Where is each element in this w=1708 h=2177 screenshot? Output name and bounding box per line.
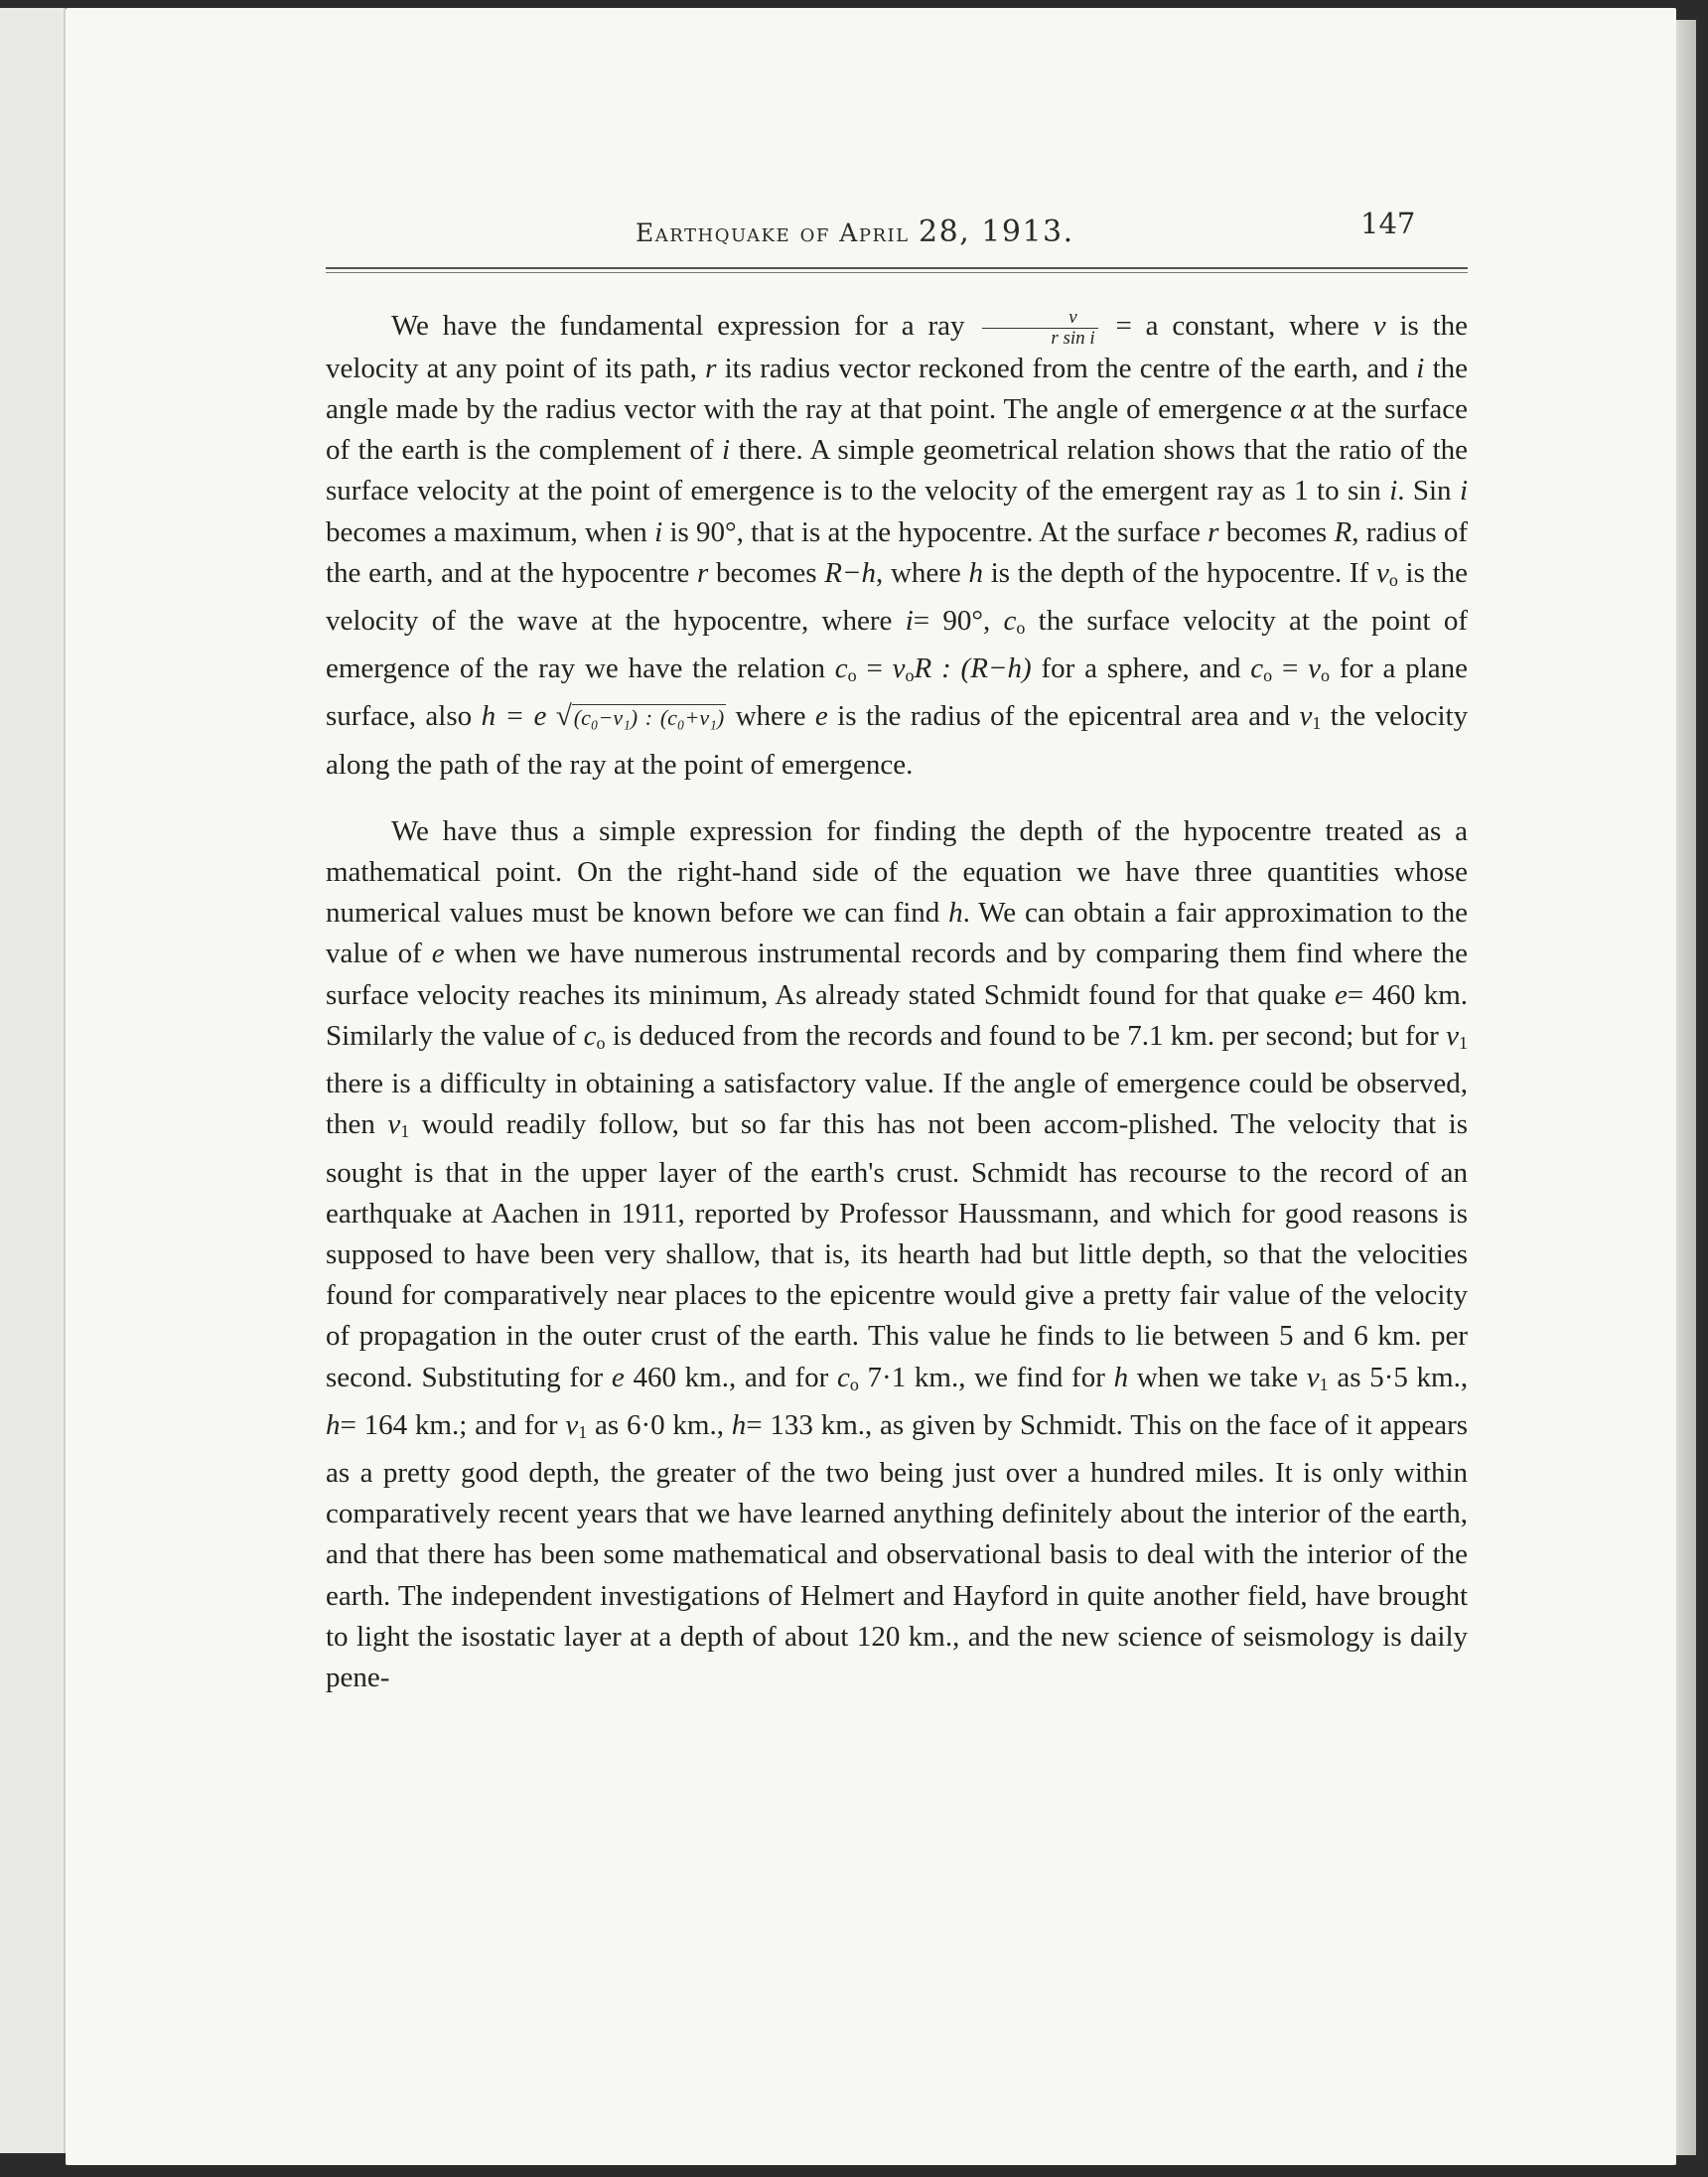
math-var: i <box>654 515 663 548</box>
math-var: r <box>705 352 717 384</box>
subscript: 1 <box>1459 1032 1469 1053</box>
text-run: 7·1 km., we find for <box>867 1361 1105 1393</box>
text-run: , radius of the earth, and at the hypocentre <box>326 515 1469 589</box>
subscript: o <box>1016 618 1026 639</box>
math-var: c <box>583 1019 597 1052</box>
math-var: h <box>1113 1361 1129 1393</box>
ray-fraction <box>982 308 1097 349</box>
text-run: the velocity along the path of the ray at the point of emergence. <box>326 700 1469 781</box>
text-run: is 90°, that is at the hypocentre. At the surface <box>669 515 1201 548</box>
text-run: when we have numerous instrumental records and by comparing them find where the surface velocity reaches its minimum, As already stated Schmidt found for that quake <box>326 938 1469 1011</box>
subscript: o <box>847 665 857 686</box>
math-var: i <box>1459 475 1468 508</box>
math-var: i <box>1389 475 1398 508</box>
text-run: 460 km., and for <box>633 1361 829 1393</box>
text-run: the surface velocity at the point of emergence of the ray we have the relation <box>326 605 1469 685</box>
text-run: as 5·5 km., <box>1337 1361 1469 1393</box>
text-run: . We can obtain a fair approximation to the value of <box>326 897 1468 970</box>
text-run: at the surface of the earth is the complement of <box>326 393 1469 467</box>
text-run: is deduced from the records and found to be 7.1 km. per second; but for <box>612 1019 1439 1052</box>
math-expression: R : (R−h) <box>914 653 1032 685</box>
page-number: 147 <box>1360 207 1416 240</box>
text-run: where <box>735 700 806 733</box>
text-run: = 90°, <box>913 605 991 638</box>
math-var: e <box>431 938 445 970</box>
math-var: v <box>1375 556 1389 589</box>
text-run: its radius vector reckoned from the centre of the earth, and <box>724 352 1409 384</box>
math-var: i <box>722 434 731 467</box>
math-var: h <box>731 1408 747 1441</box>
math-var: v <box>1308 653 1322 685</box>
facing-page-edge <box>0 8 66 2153</box>
math-var: c <box>1003 605 1017 638</box>
math-expression: h = e <box>481 700 547 733</box>
math-operator: = <box>856 653 893 685</box>
math-var: e <box>814 700 828 733</box>
math-var: h <box>948 897 963 930</box>
text-run: there. A simple geometrical relation shows that the ratio of the surface velocity at the point of emergence is to the velocity of the emergent ray as 1 to sin <box>326 434 1469 508</box>
subscript: 1 <box>1319 1374 1329 1394</box>
math-var: v <box>565 1408 579 1441</box>
subscript: o <box>596 1032 606 1053</box>
math-var: v <box>1372 310 1386 342</box>
text-run: as 6·0 km., <box>595 1408 724 1441</box>
math-var: r <box>1208 515 1219 548</box>
subscript: o <box>1321 665 1331 686</box>
math-var: v <box>1306 1361 1320 1393</box>
subscript: o <box>905 665 915 686</box>
math-var: c <box>1250 653 1264 685</box>
text-run: is the velocity of the wave at the hypocentre, where <box>326 556 1469 638</box>
math-var: α <box>1290 393 1306 426</box>
math-var: i <box>1416 352 1425 384</box>
math-var: v <box>1446 1019 1460 1052</box>
text-run: becomes <box>1225 515 1328 548</box>
text-run: We have the fundamental expression for a ray <box>391 310 965 342</box>
running-title-text: Earthquake of April <box>636 218 910 247</box>
text-run: is the radius of the epicentral area and <box>837 700 1290 733</box>
sqrt-sign: √ <box>555 700 572 733</box>
running-title-date: 28, 1913. <box>919 215 1074 249</box>
text-run: is the depth of the hypocentre. If <box>990 556 1369 589</box>
text-run: = 460 km. Similarly the value of <box>326 978 1468 1052</box>
text-run: = a constant, where <box>1115 310 1359 342</box>
paragraph-2 <box>326 811 1468 1698</box>
subscript: o <box>849 1374 859 1394</box>
text-run: becomes a maximum, when <box>326 515 647 548</box>
math-var: i <box>905 605 914 638</box>
text-run: when we take <box>1136 1361 1299 1393</box>
math-var: v <box>1299 700 1313 733</box>
sqrt-radicand: (c₀−v₁) : (c₀+v₁) <box>573 705 725 731</box>
subscript: 1 <box>578 1421 588 1442</box>
math-var: r <box>697 556 709 589</box>
book-page <box>66 8 1676 2165</box>
math-var: c <box>836 1361 850 1393</box>
text-run: = 164 km.; and for <box>340 1408 558 1441</box>
text-run: is the velocity at any point of its path, <box>326 310 1469 384</box>
text-run: for a plane surface, also <box>326 653 1469 733</box>
text-run: would readily follow, but so far this has not been accom-plished. The velocity that is sought is that in the upper layer of the earth's crust. Schmidt has recourse to the record of an earthquake at Aachen in 1911, reported by Professor Haussmann, and which for good reasons is supposed to have been very shallow, that is, its hearth had but little depth, so that the velocities found for comparatively near places to the epicentre would give a pretty fair value of the velocity of propagation in the outer crust of the earth. This value he finds to lie between 5 and 6 km. per second. Substituting for <box>326 1108 1469 1393</box>
subscript: o <box>1388 569 1398 590</box>
subscript: 1 <box>400 1121 410 1142</box>
running-title <box>636 215 1074 249</box>
fraction-numerator: v <box>982 308 1097 329</box>
text-run: for a sphere, and <box>1041 653 1241 685</box>
math-var: v <box>387 1108 401 1141</box>
math-expression: R−h <box>824 556 876 589</box>
subscript: o <box>1263 665 1273 686</box>
header-rule <box>326 267 1468 273</box>
math-operator: = <box>1272 653 1309 685</box>
text-run: = 133 km., as given by Schmidt. This on the face of it appears as a pretty good depth, the greater of the two being just over a hundred miles. It is only within comparatively recent years that we have learned anything definitely about the interior of the earth, and that there has been some mathematical and observational basis to deal with the interior of the earth. The independent investigations of Helmert and Hayford in quite another field, have brought to light the isostatic layer at a depth of about 120 km., and the new science of seismology is daily pene- <box>326 1408 1469 1693</box>
math-var: v <box>892 653 906 685</box>
text-run: We have thus a simple expression for finding the depth of the hypocentre treated as a mathematical point. On the right-hand side of the equation we have three quantities whose numerical values must be known before we can find <box>326 814 1468 930</box>
text-run: the angle made by the radius vector with the ray at that point. The angle of emergence <box>326 352 1469 426</box>
text-run: becomes <box>716 556 817 589</box>
math-var: h <box>968 556 984 589</box>
math-var: c <box>834 653 848 685</box>
text-run: . Sin <box>1397 475 1452 508</box>
text-run: , where <box>876 556 961 589</box>
subscript: 1 <box>1312 713 1322 734</box>
math-var: h <box>326 1408 341 1441</box>
text-run: there is a difficulty in obtaining a satisfactory value. If the angle of emergence could be observed, then <box>326 1068 1468 1141</box>
math-var: e <box>611 1361 625 1393</box>
paragraph-1 <box>326 306 1468 786</box>
math-var: e <box>1335 978 1348 1011</box>
page-stack-edge <box>1676 20 1696 2155</box>
body-text <box>326 306 1468 1724</box>
math-var: R <box>1334 515 1352 548</box>
fraction-denominator: r sin i <box>1051 327 1095 349</box>
